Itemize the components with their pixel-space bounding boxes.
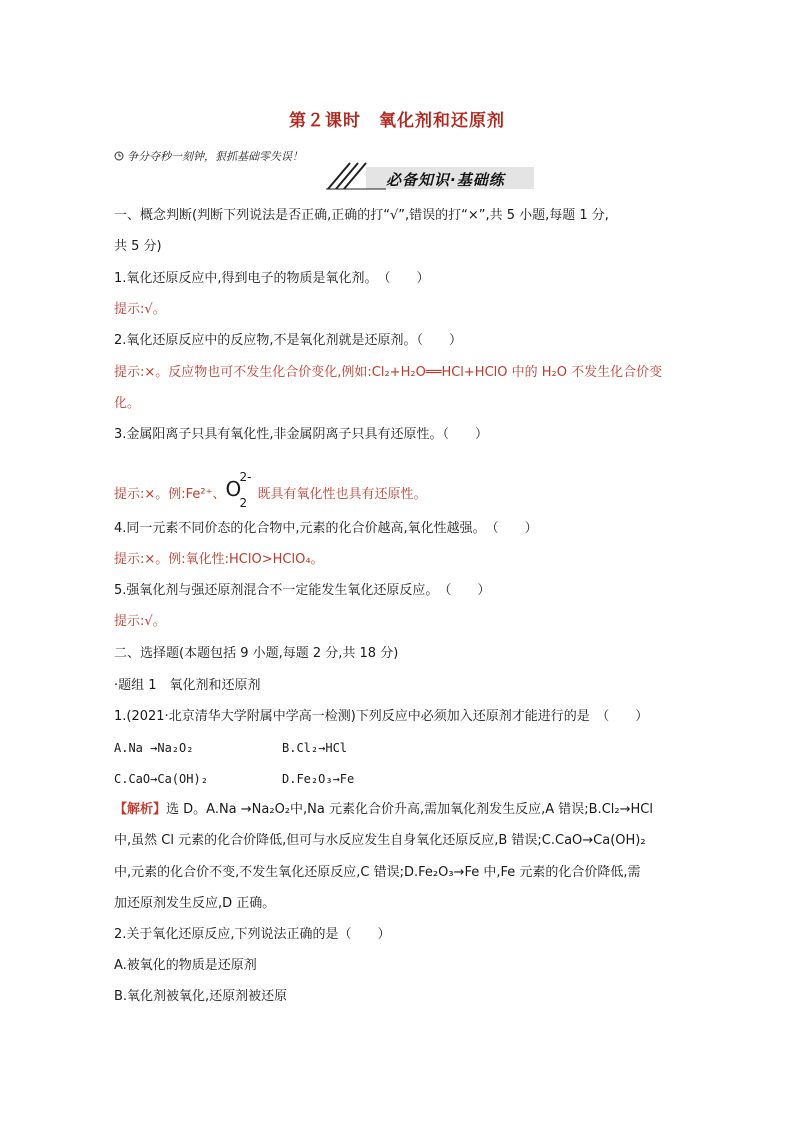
mc1-exp-text1: 选 D。A.Na →Na₂O₂中,Na 元素化合价升高,需加氧化剂发生反应,A 错误;B.Cl₂→HCl [166,802,653,817]
q4-text: 4.同一元素不同价态的化合物中,元素的化合价越高,氧化性越强。 （ ） [114,521,538,536]
q5-text: 5.强氧化剂与强还原剂混合不一定能发生氧化还原反应。 （ ） [114,583,491,598]
section-banner [326,162,536,190]
explanation-label: 【解析】 [114,802,167,817]
q2-hint-line1: 提示:×。反应物也可不发生化合价变化,例如:Cl₂+H₂O══HCl+HClO 中的 H₂O 不发生化合价变 [114,365,663,380]
mc1-option-d: D.Fe₂O₃→Fe [282,772,355,786]
mc1-option-b: B.Cl₂→HCl [282,741,348,755]
mc1-explanation-line2: 中,虽然 Cl 元素的化合价降低,但可与水反应发生自身氧化还原反应,B 错误;C.CaO→Ca(OH)₂ [114,833,646,848]
q3-hint [114,470,427,510]
q3-hint-suffix: 既具有氧化性也具有还原性。 [257,487,427,502]
q3-text: 3.金属阳离子只具有氧化性,非金属阴离子只具有还原性。（ ） [114,427,489,442]
clock-icon [114,151,124,161]
peroxide-charge: 2- [239,470,252,484]
q2-text: 2.氧化还原反应中的反应物,不是氧化剂就是还原剂。（ ） [114,333,463,348]
q1-hint: 提示:√。 [114,302,166,317]
mc1-explanation-line1 [114,801,653,819]
peroxide-o: O [225,477,242,501]
mc1-stem: 1.(2021·北京清华大学附属中学高一检测)下列反应中必须加入还原剂才能进行的是 （ ） [114,709,649,724]
mc1-option-c: C.CaO→Ca(OH)₂ [114,772,208,786]
mc2-option-b: B.氧化剂被氧化,还原剂被还原 [114,989,288,1004]
peroxide-ion-formula [225,470,256,510]
section1-header-line2: 共 5 分) [114,239,162,254]
section1-header-line1: 一、概念判断(判断下列说法是否正确,正确的打“√”,错误的打“×”,共 5 小题,每题 1 分, [114,208,609,223]
slogan [114,148,303,164]
page-title: 第２课时 氧化剂和还原剂 [289,111,505,131]
slogan-text: 争分夺秒一刻钟，狠抓基础零失误！ [127,150,303,163]
q4-hint: 提示:×。例:氧化性:HClO>HClO₄。 [114,552,324,567]
mc2-stem: 2.关于氧化还原反应,下列说法正确的是（ ） [114,927,391,942]
mc1-option-a: A.Na →Na₂O₂ [114,741,194,755]
mc2-option-a: A.被氧化的物质是还原剂 [114,958,257,973]
section2-header: 二、选择题(本题包括 9 小题,每题 2 分,共 18 分) [114,646,399,661]
q3-hint-prefix: 提示:×。例:Fe²⁺、 [114,487,226,502]
banner-slash-decoration [326,162,386,190]
q1-text: 1.氧化还原反应中,得到电子的物质是氧化剂。 （ ） [114,271,430,286]
mc1-explanation-line3: 中,元素的化合价不变,不发生氧化还原反应,C 错误;D.Fe₂O₃→Fe 中,Fe 元素的化合价降低,需 [114,865,641,880]
mc1-explanation-line4: 加还原剂发生反应,D 正确。 [114,896,276,911]
q5-hint: 提示:√。 [114,614,166,629]
q2-hint-line2: 化。 [114,396,141,411]
banner-text: 必备知识·基础练 [386,171,505,189]
peroxide-subscript: 2 [239,496,248,510]
question-group-label: ·题组 1 氧化剂和还原剂 [114,678,261,693]
